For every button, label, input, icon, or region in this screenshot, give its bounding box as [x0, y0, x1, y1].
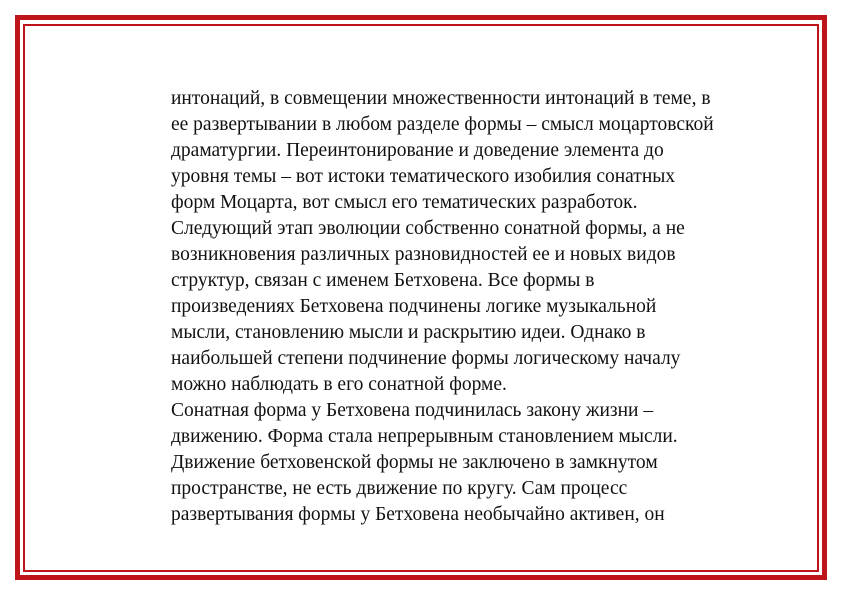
document-text — [171, 86, 811, 528]
text-line: наибольшей степени подчинение формы логическому началу — [171, 348, 681, 369]
text-line: можно наблюдать в его сонатной форме. — [171, 374, 507, 395]
text-line: форм Моцарта, вот смысл его тематических разработок. — [171, 192, 638, 213]
text-line: драматургии. Переинтонирование и доведение элемента до — [171, 140, 664, 161]
text-line: возникновения различных разновидностей ее и новых видов — [171, 244, 676, 265]
text-line: пространстве, не есть движение по кругу. Сам процесс — [171, 478, 628, 499]
text-line: Движение бетховенской формы не заключено в замкнутом — [171, 452, 658, 473]
text-line: мысли, становлению мысли и раскрытию идеи. Однако в — [171, 322, 646, 343]
text-line: развертывания формы у Бетховена необычайно активен, он — [171, 504, 665, 525]
text-line: Следующий этап эволюции собственно сонатной формы, а не — [171, 218, 685, 239]
text-line: структур, связан с именем Бетховена. Все формы в — [171, 270, 595, 291]
text-line: уровня темы – вот истоки тематического изобилия сонатных — [171, 166, 676, 187]
text-line: движению. Форма стала непрерывным становлением мысли. — [171, 426, 678, 447]
text-line: ее развертывании в любом разделе формы – смысл моцартовской — [171, 114, 714, 135]
text-line: Сонатная форма у Бетховена подчинилась закону жизни – — [171, 400, 654, 421]
text-line: произведениях Бетховена подчинены логике музыкальной — [171, 296, 657, 317]
text-line: интонаций, в совмещении множественности интонаций в теме, в — [171, 88, 711, 109]
